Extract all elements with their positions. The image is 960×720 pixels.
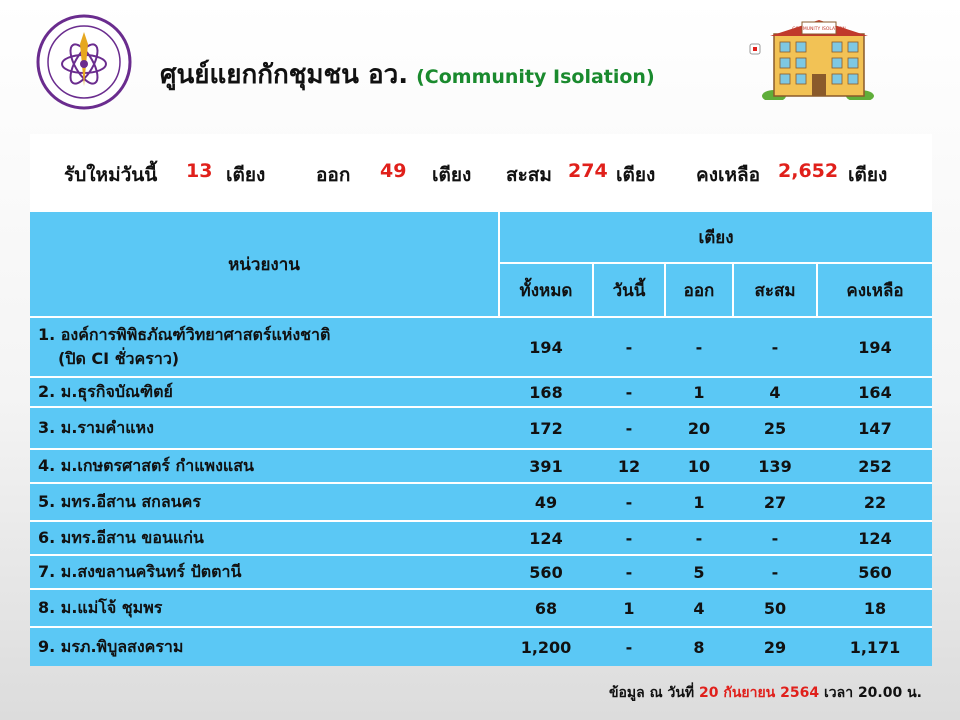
cell-agency-name [30, 408, 498, 448]
table-row [30, 484, 932, 520]
cell-today: 12 [594, 450, 664, 482]
header-beds: เตียง [500, 212, 932, 262]
cell-cum: - [734, 556, 816, 588]
cell-remain: 194 [818, 318, 932, 376]
cell-agency-name [30, 556, 498, 588]
timestamp-time: เวลา 20.00 น. [823, 685, 922, 701]
subheader-total: ทั้งหมด [500, 264, 592, 316]
page-title [160, 54, 655, 95]
subheader-cumulative: สะสม [734, 264, 816, 316]
cell-total: 560 [500, 556, 592, 588]
cell-out: - [666, 522, 732, 554]
cell-cum: 139 [734, 450, 816, 482]
cell-remain: 252 [818, 450, 932, 482]
agency-name-line: 8. ม.แม่โจ้ ชุมพร [38, 598, 163, 617]
cell-remain: 164 [818, 378, 932, 406]
subheader-remaining: คงเหลือ [818, 264, 932, 316]
cell-remain: 560 [818, 556, 932, 588]
agency-name-line: 6. มทร.อีสาน ขอนแก่น [38, 528, 204, 547]
subheader-today: วันนี้ [594, 264, 664, 316]
discharged-value: 49 [380, 160, 407, 182]
subheader-out: ออก [666, 264, 732, 316]
header-agency: หน่วยงาน [30, 212, 498, 316]
cell-cum: 25 [734, 408, 816, 448]
cell-out: 1 [666, 484, 732, 520]
cell-out: 1 [666, 378, 732, 406]
agency-name-line: 1. องค์การพิพิธภัณฑ์วิทยาศาสตร์แห่งชาติ [38, 325, 331, 344]
cell-cum: 50 [734, 590, 816, 626]
table-row [30, 628, 932, 666]
cell-agency-name [30, 590, 498, 626]
title-english: (Community Isolation) [416, 66, 655, 88]
new-today-label: รับใหม่วันนี้ [64, 164, 158, 186]
cell-today: - [594, 522, 664, 554]
remaining-unit: เตียง [848, 164, 888, 186]
cell-out: 10 [666, 450, 732, 482]
discharged-label: ออก [316, 164, 351, 186]
cumulative-value: 274 [568, 160, 608, 182]
new-today-value: 13 [186, 160, 213, 182]
cell-total: 172 [500, 408, 592, 448]
cell-cum: 4 [734, 378, 816, 406]
discharged-unit: เตียง [432, 164, 472, 186]
cell-cum: 27 [734, 484, 816, 520]
cell-today: - [594, 378, 664, 406]
data-timestamp [609, 682, 922, 704]
agency-name-line: 9. มรภ.พิบูลสงคราม [38, 637, 184, 656]
cell-agency-name [30, 484, 498, 520]
table-row [30, 590, 932, 626]
table-row [30, 556, 932, 588]
table-row [30, 378, 932, 406]
cell-remain: 124 [818, 522, 932, 554]
table-row [30, 522, 932, 554]
cell-today: - [594, 556, 664, 588]
cell-remain: 1,171 [818, 628, 932, 666]
cell-agency-name [30, 628, 498, 666]
bed-status-card [30, 134, 932, 666]
cell-total: 68 [500, 590, 592, 626]
summary-line [30, 134, 932, 212]
remaining-label: คงเหลือ [696, 164, 761, 186]
table-row [30, 450, 932, 482]
cell-total: 1,200 [500, 628, 592, 666]
table-row [30, 318, 932, 376]
new-today-unit: เตียง [226, 164, 266, 186]
cell-agency-name [30, 378, 498, 406]
cell-out: 5 [666, 556, 732, 588]
cell-remain: 147 [818, 408, 932, 448]
cell-out: 8 [666, 628, 732, 666]
isolation-building-illustration [748, 16, 880, 100]
title-thai: ศูนย์แยกกักชุมชน อว. [160, 60, 409, 90]
agency-name-line: 3. ม.รามคำแหง [38, 418, 154, 437]
timestamp-prefix: ข้อมูล ณ วันที่ [608, 685, 695, 701]
cell-out: 4 [666, 590, 732, 626]
table-row [30, 408, 932, 448]
building-sign-text: COMMUNITY ISOLATION [792, 27, 846, 32]
cell-agency-name [30, 318, 498, 376]
agency-name-line: 4. ม.เกษตรศาสตร์ กำแพงแสน [38, 456, 254, 475]
cell-today: 1 [594, 590, 664, 626]
cell-total: 124 [500, 522, 592, 554]
cell-today: - [594, 408, 664, 448]
cell-cum: 29 [734, 628, 816, 666]
agency-note-line: (ปิด CI ชั่วคราว) [58, 349, 180, 368]
cell-today: - [594, 628, 664, 666]
cell-cum: - [734, 522, 816, 554]
agency-name-line: 7. ม.สงขลานครินทร์ ปัตตานี [38, 562, 242, 581]
cell-total: 391 [500, 450, 592, 482]
cumulative-label: สะสม [506, 164, 552, 186]
cell-today: - [594, 318, 664, 376]
cell-agency-name [30, 450, 498, 482]
cell-total: 194 [500, 318, 592, 376]
cell-total: 168 [500, 378, 592, 406]
cell-remain: 22 [818, 484, 932, 520]
timestamp-date: 20 กันยายน 2564 [699, 685, 820, 701]
cell-out: 20 [666, 408, 732, 448]
cell-total: 49 [500, 484, 592, 520]
cumulative-unit: เตียง [616, 164, 656, 186]
agency-name-line: 2. ม.ธุรกิจบัณฑิตย์ [38, 382, 173, 401]
cell-today: - [594, 484, 664, 520]
cell-remain: 18 [818, 590, 932, 626]
cell-agency-name [30, 522, 498, 554]
cell-out: - [666, 318, 732, 376]
ministry-logo [36, 14, 132, 110]
remaining-value: 2,652 [778, 160, 839, 182]
cell-cum: - [734, 318, 816, 376]
agency-name-line: 5. มทร.อีสาน สกลนคร [38, 492, 201, 511]
